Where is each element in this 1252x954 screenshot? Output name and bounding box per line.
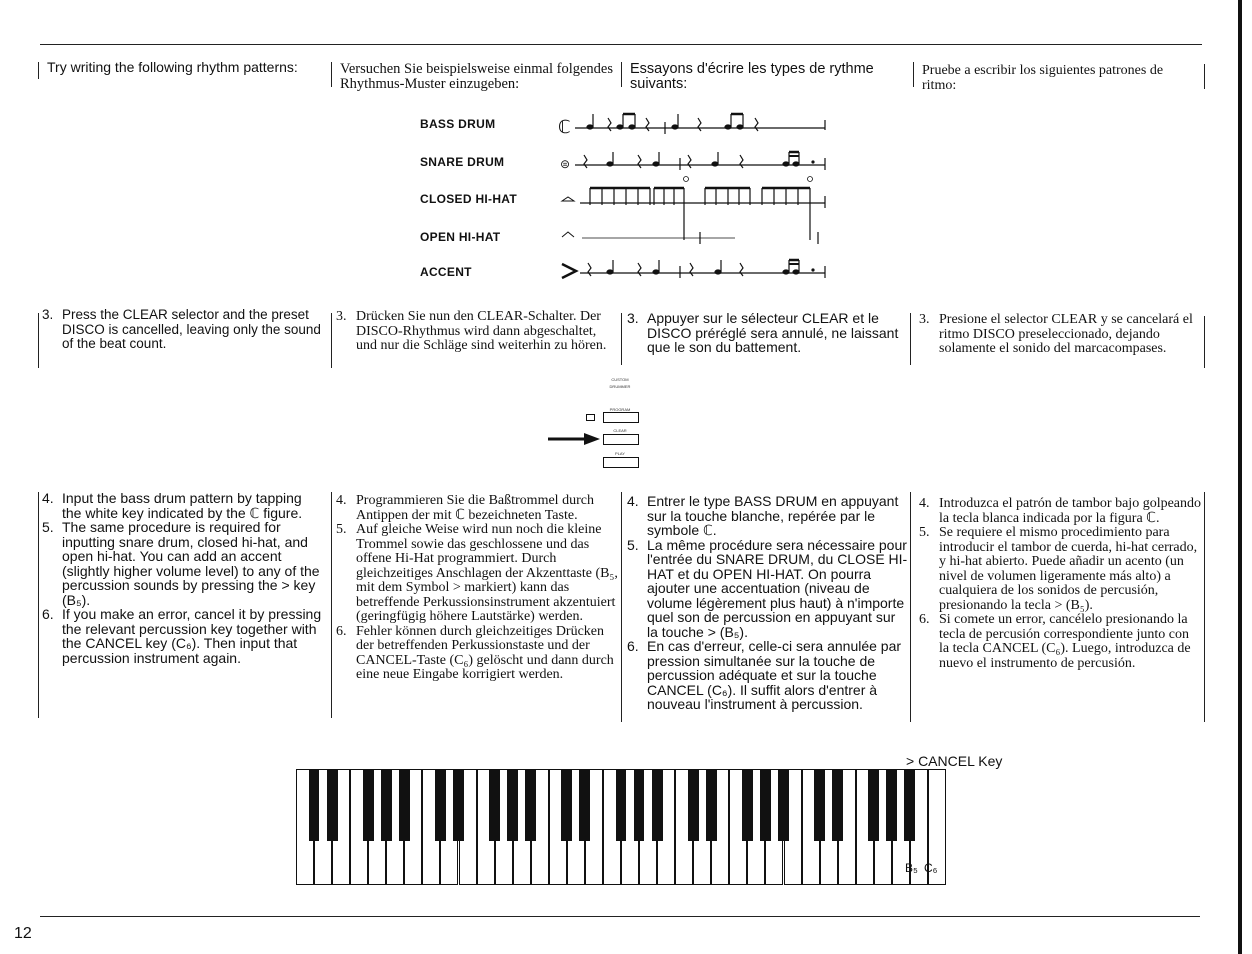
svg-text:⊜: ⊜	[560, 157, 571, 171]
col-divider	[1204, 64, 1205, 89]
keyboard-keys	[296, 769, 946, 885]
step-number: 3.	[919, 312, 930, 327]
col-divider	[1204, 316, 1205, 368]
step-text: Fehler können durch gleichzeitiges Drücken der betreffenden Perkussionstaste und der CANCEL-Taste (C₆) gelöscht und dann durch eine neue Eingabe korrigiert werden.	[356, 623, 614, 682]
col-divider	[38, 492, 39, 718]
intro-fr: Essayons d'écrire les types de rythme suivants:	[630, 61, 874, 92]
col-divider	[1204, 492, 1205, 722]
black-key[interactable]	[579, 769, 590, 841]
steps-de	[334, 494, 619, 683]
rhythm-label-open-hi-hat: OPEN HI-HAT	[420, 230, 501, 244]
black-key[interactable]	[760, 769, 771, 841]
steps-es	[917, 497, 1202, 671]
top-rule	[40, 44, 1202, 45]
col-divider	[910, 313, 911, 365]
step-text: If you make an error, cancel it by pressing the relevant percussion key together with the CANCEL key (C₆). Then input that percussion instrument again.	[62, 606, 322, 666]
play-label: PLAY	[615, 451, 625, 456]
black-key[interactable]	[381, 769, 392, 841]
step-text: Appuyer sur le sélecteur CLEAR et le DISCO préréglé sera annulé, ne laissant que le son du battement.	[647, 310, 899, 355]
step-text: Auf gleiche Weise wird nun noch die kleine Trommel sowie das geschlossene und das offene Hi-Hat programmiert. Durch gleichzeitiges Anschlagen der Akzenttaste (B₅, mit dem Symbol > markiert) kann das betreffende Perkussionsinstrument akzentuiert (geringfügig höhere Lautstärke) werden.	[356, 522, 618, 624]
black-key[interactable]	[814, 769, 825, 841]
custom-drummer-panel	[590, 377, 650, 472]
intro-en: Try writing the following rhythm patterns:	[47, 59, 298, 75]
col-divider	[331, 492, 332, 718]
black-key[interactable]	[363, 769, 374, 841]
intro-de: Versuchen Sie beispielsweise einmal folgendes Rhythmus-Muster einzugeben:	[340, 61, 614, 92]
black-key[interactable]	[868, 769, 879, 841]
program-label: PROGRAM	[609, 407, 631, 412]
step-number: 4.	[919, 496, 930, 511]
col-divider	[38, 313, 39, 368]
rhythm-label-closed-hi-hat: CLOSED HI-HAT	[420, 192, 518, 206]
bottom-rule	[40, 916, 1200, 917]
program-button[interactable]	[603, 412, 639, 423]
b5-key-label: B₅	[905, 861, 918, 875]
step-number: 3.	[42, 307, 54, 322]
rhythm-notation	[550, 108, 840, 288]
step-text: Presione el selector CLEAR y se cancelará el ritmo DISCO preseleccionado, dejando solamente el sonido del marcacompases.	[939, 312, 1193, 356]
step-number: 4.	[336, 493, 347, 508]
rhythm-label-snare-drum: SNARE DRUM	[420, 155, 505, 169]
black-key[interactable]	[616, 769, 627, 841]
col-divider	[621, 62, 622, 87]
panel-title-line1: CUSTOM	[611, 377, 629, 382]
black-key[interactable]	[706, 769, 717, 841]
black-key[interactable]	[327, 769, 338, 841]
panel-title-line2: DRUMMER	[609, 384, 631, 389]
step-text: Se requiere el mismo procedimiento para introducir el tambor de cuerda, hi-hat cerrado, y hi-hat abierto. Puede añadir un acento (un nivel de volumen ligeramente más alto) a cualquiera de los sonidos de percusión, presionando la tecla > (B₅).	[939, 525, 1198, 613]
program-indicator-led	[586, 414, 595, 421]
bass-drum-staff	[558, 114, 825, 137]
col-divider	[331, 62, 332, 87]
step-text: Introduzca el patrón de tambor bajo golpeando la tecla blanca indicada por la figura ℂ.	[939, 496, 1202, 526]
step-number: 5.	[627, 536, 639, 553]
black-key[interactable]	[525, 769, 536, 841]
open-hi-hat-staff	[562, 232, 818, 244]
step-number: 6.	[336, 623, 347, 639]
step-text: Input the bass drum pattern by tapping the white key indicated by the ℂ figure.	[62, 490, 303, 521]
step-text: Drücken Sie nun den CLEAR-Schalter. Der DISCO-Rhythmus wird dann abgeschaltet, und nur die Schläge sind weiterhin zu hören.	[356, 309, 607, 353]
col-divider	[913, 62, 914, 87]
cancel-key-label: > CANCEL Key	[906, 753, 1003, 769]
black-key[interactable]	[561, 769, 572, 841]
snare-drum-staff	[560, 152, 825, 171]
black-key[interactable]	[652, 769, 663, 841]
step3-en	[40, 308, 330, 352]
black-key[interactable]	[904, 769, 915, 841]
play-button[interactable]	[603, 457, 639, 468]
accent-staff	[562, 260, 825, 278]
steps-en	[40, 491, 325, 665]
arrow-icon	[548, 431, 600, 447]
steps-fr	[625, 494, 910, 712]
black-key[interactable]	[507, 769, 518, 841]
intro-es: Pruebe a escribir los siguientes patrones de ritmo:	[922, 63, 1164, 93]
step-number: 4.	[627, 493, 639, 509]
step-number: 5.	[919, 525, 930, 540]
rhythm-label-accent: ACCENT	[420, 265, 472, 279]
step-number: 3.	[336, 309, 347, 324]
black-key[interactable]	[832, 769, 843, 841]
step-text: La même procédure sera nécessaire pour l'entrée du SNARE DRUM, du CLOSE HI-HAT et du OPEN HI-HAT. On pourra ajouter une accentuation (niveau de volume légèrement plus haut) à n'importe quel son de percussion en appuyant sur la touche > (B₅).	[647, 536, 908, 640]
step-number: 5.	[336, 522, 347, 537]
black-key[interactable]	[435, 769, 446, 841]
black-key[interactable]	[634, 769, 645, 841]
step-text: Press the CLEAR selector and the preset DISCO is cancelled, leaving only the sound of the beat count.	[62, 307, 321, 351]
step-text: The same procedure is required for inputting snare drum, closed hi-hat, and open hi-hat. You can add an accent (slightly higher volume level) to any of the percussion sounds by pressing the > key (B₅).	[62, 519, 320, 608]
black-key[interactable]	[688, 769, 699, 841]
black-key[interactable]	[886, 769, 897, 841]
black-key[interactable]	[742, 769, 753, 841]
step-number: 4.	[42, 490, 54, 506]
col-divider	[621, 313, 622, 365]
step3-de	[334, 310, 619, 354]
step-number: 6.	[627, 638, 639, 654]
step3-fr	[625, 311, 910, 355]
step-text: En cas d'erreur, celle-ci sera annulée par pression simultanée sur la touche de percussion adéquate et sur la touche CANCEL (C₆). Il suffit alors d'entrer à nouveau l'instrument à percussion.	[647, 638, 902, 712]
keyboard	[296, 769, 946, 885]
page-number: 12	[14, 925, 32, 942]
clear-button[interactable]	[603, 434, 639, 445]
step-number: 3.	[627, 310, 639, 326]
c6-key-label: C₆	[924, 861, 938, 875]
col-divider	[331, 313, 332, 368]
col-divider	[910, 492, 911, 722]
black-key[interactable]	[489, 769, 500, 841]
col-divider	[621, 492, 622, 722]
step-text: Programmieren Sie die Baßtrommel durch Antippen der mit ℂ bezeichneten Taste.	[356, 493, 594, 523]
step-text: Entrer le type BASS DRUM en appuyant sur la touche blanche, repérée par le symbole ℂ.	[647, 493, 899, 538]
page-edge-bar	[1238, 0, 1242, 954]
svg-text:ℂ: ℂ	[558, 117, 571, 137]
step-text: Si comete un error, cancélelo presionando la tecla de percusión correspondiente junto con la tecla CANCEL (C₆). Luego, introduzca de nuevo el instrumento de percusión.	[939, 612, 1191, 671]
black-key[interactable]	[778, 769, 789, 841]
col-divider	[38, 62, 39, 79]
step-number: 5.	[42, 519, 54, 535]
rhythm-label-bass-drum: BASS DRUM	[420, 117, 496, 131]
step-number: 6.	[42, 606, 54, 622]
step-number: 6.	[919, 612, 930, 627]
black-key[interactable]	[399, 769, 410, 841]
closed-hi-hat-staff	[562, 177, 825, 241]
step3-es	[917, 313, 1202, 357]
black-key[interactable]	[309, 769, 320, 841]
clear-label: CLEAR	[613, 428, 627, 433]
black-key[interactable]	[453, 769, 464, 841]
